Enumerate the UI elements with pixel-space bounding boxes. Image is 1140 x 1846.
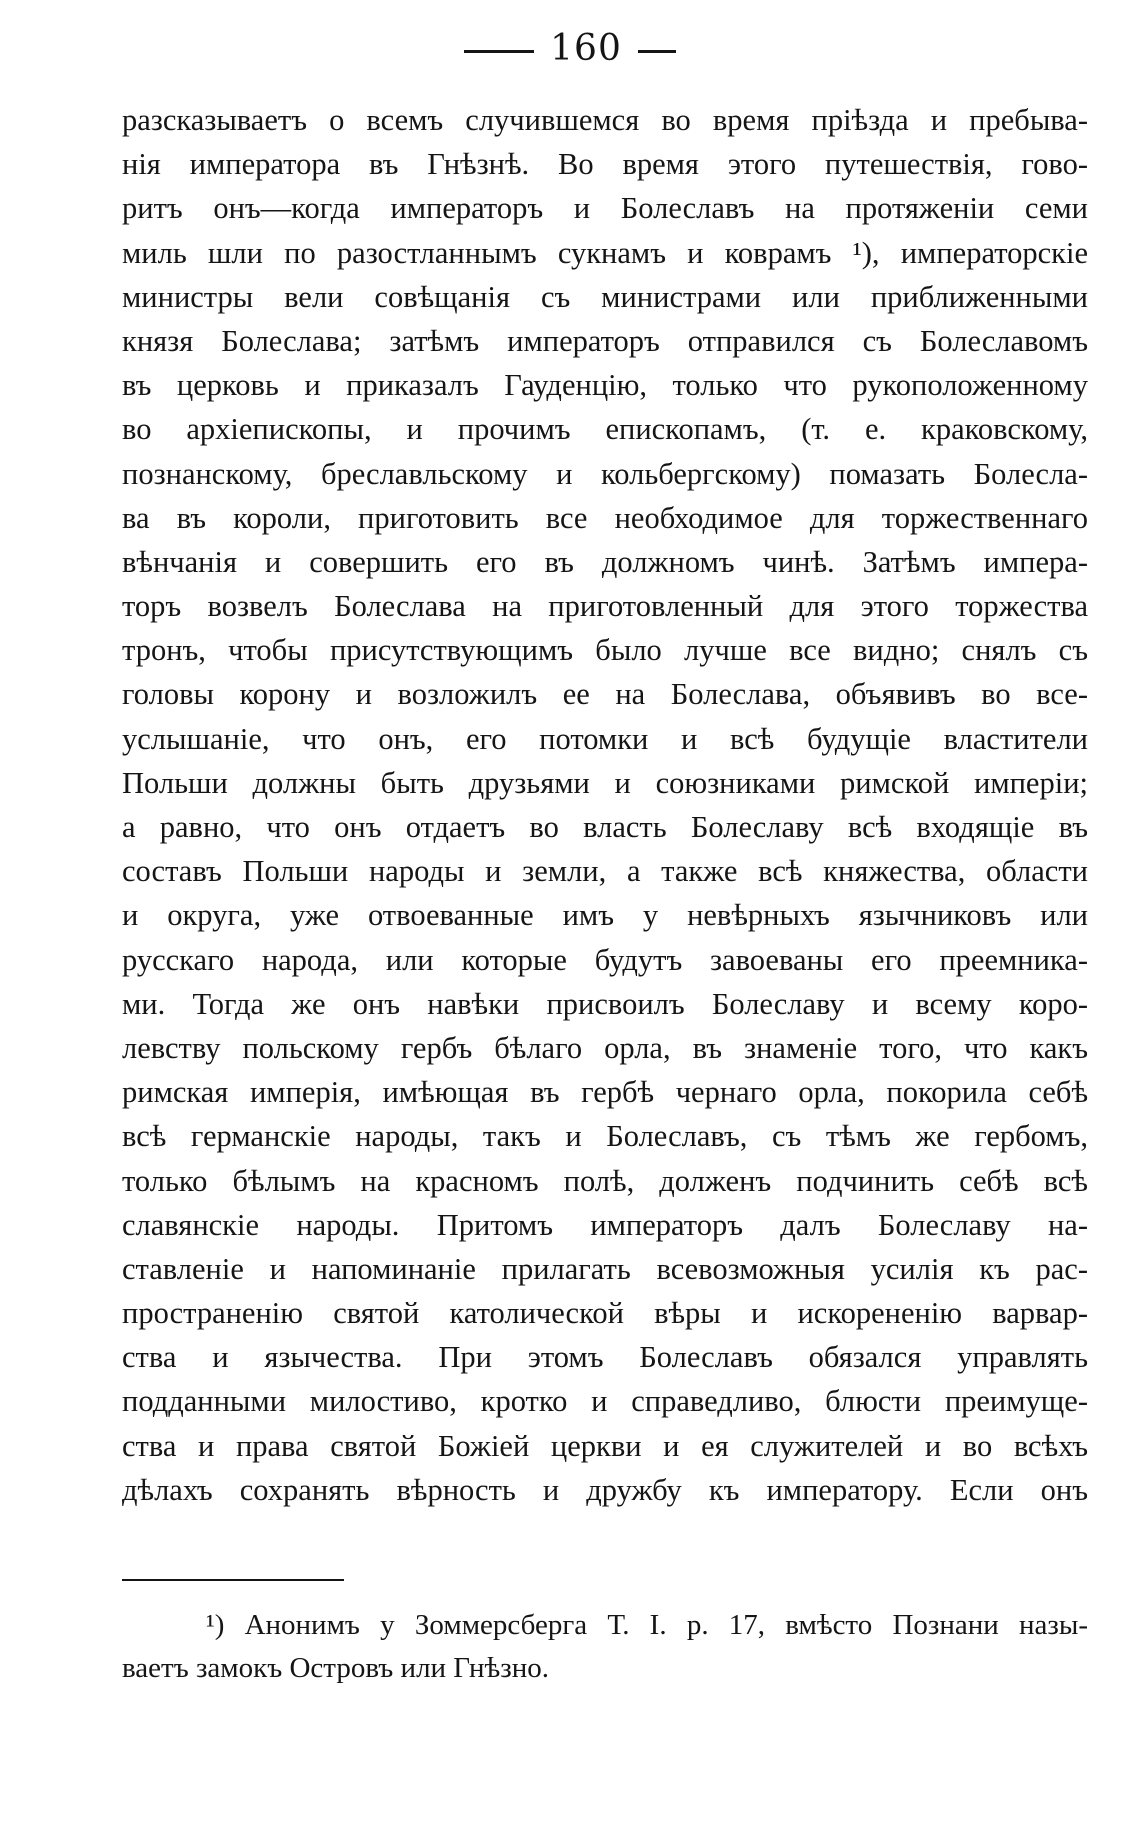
text-line: нiя императора въ Гнѣзнѣ. Во время этого путешествiя, гово-: [122, 147, 1088, 182]
text-line: левству польскому гербъ бѣлаго орла, въ знаменiе того, что какъ: [122, 1030, 1088, 1065]
header-dash-right: [638, 50, 676, 53]
text-line: составъ Польши народы и земли, а также всѣ княжества, области: [122, 854, 1088, 889]
text-line: министры вели совѣщанiя съ министрами или приближенными: [122, 279, 1088, 314]
text-line: славянскiе народы. Притомъ императоръ далъ Болеславу на-: [122, 1207, 1088, 1242]
text-line: князя Болеслава; затѣмъ императоръ отправился съ Болеславомъ: [122, 323, 1088, 358]
text-line: римская имперiя, имѣющая въ гербѣ чернаго орла, покорила себѣ: [122, 1075, 1088, 1110]
text-line: ставленiе и напоминанiе прилагать всевозможныя усилiя къ рас-: [122, 1251, 1088, 1286]
page-number: 160: [550, 28, 622, 69]
text-line: русскаго народа, или которые будутъ завоеваны его преемника-: [122, 942, 1088, 977]
footnote-line: ¹) Анонимъ у Зоммерсберга Т. I. p. 17, вмѣсто Познани назы-: [206, 1609, 1088, 1641]
text-line: ства и права святой Божiей церкви и ея служителей и во всѣхъ: [122, 1428, 1088, 1463]
text-line: разсказываетъ о всемъ случившемся во время прiѣзда и пребыва-: [122, 103, 1088, 137]
text-line: дѣлахъ сохранять вѣрность и дружбу къ императору. Если онъ: [122, 1472, 1088, 1507]
text-line: услышанiе, что онъ, его потомки и всѣ будущiе властители: [122, 721, 1088, 756]
text-line: вѣнчанiя и совершить его въ должномъ чинѣ. Затѣмъ импера-: [122, 544, 1088, 579]
text-line: познанскому, бреславльскому и кольбергскому) помазать Болесла-: [122, 456, 1088, 491]
header-dash-left: [464, 50, 534, 53]
text-line: только бѣлымъ на красномъ полѣ, долженъ подчинить себѣ всѣ: [122, 1163, 1088, 1198]
text-line: Польши должны быть друзьями и союзниками римской имперiи;: [122, 765, 1088, 800]
text-line: во архiепископы, и прочимъ епископамъ, (т. е. краковскому,: [122, 412, 1088, 447]
text-line: ства и язычества. При этомъ Болеславъ обязался управлять: [122, 1340, 1088, 1375]
footnote-separator: [122, 1579, 344, 1581]
text-line: ми. Тогда же онъ навѣки присвоилъ Болеславу и всему коро-: [122, 986, 1088, 1021]
text-line: всѣ германскiе народы, такъ и Болеславъ, съ тѣмъ же гербомъ,: [122, 1119, 1088, 1154]
text-line: головы корону и возложилъ ее на Болеслава, объявивъ во все-: [122, 677, 1088, 712]
text-line: тронъ, чтобы присутствующимъ было лучше все видно; снялъ съ: [122, 633, 1088, 668]
text-line: ва въ короли, приготовить все необходимое для торжественнаго: [122, 500, 1088, 535]
text-line: ритъ онъ—когда императоръ и Болеславъ на протяженiи семи: [122, 191, 1088, 226]
text-line: подданными милостиво, кротко и справедливо, блюсти преимуще-: [122, 1384, 1088, 1419]
footnote-line: ваетъ замокъ Островъ или Гнѣзно.: [122, 1652, 549, 1684]
text-line: и округа, уже отвоеванные имъ у невѣрныхъ язычниковъ или: [122, 898, 1088, 933]
text-line: въ церковь и приказалъ Гауденцiю, только что рукоположенному: [122, 368, 1088, 403]
body-text: [122, 98, 1088, 1512]
page-header: [0, 22, 1140, 76]
footnotes: [122, 1604, 1088, 1690]
text-line: торъ возвелъ Болеслава на приготовленный для этого торжества: [122, 589, 1088, 624]
text-line: пространенiю святой католической вѣры и искорененiю варвар-: [122, 1296, 1088, 1331]
text-line: миль шли по разостланнымъ сукнамъ и коврамъ ¹), императорскiе: [122, 235, 1088, 270]
text-line: а равно, что онъ отдаетъ во власть Болеславу всѣ входящiе въ: [122, 810, 1088, 844]
